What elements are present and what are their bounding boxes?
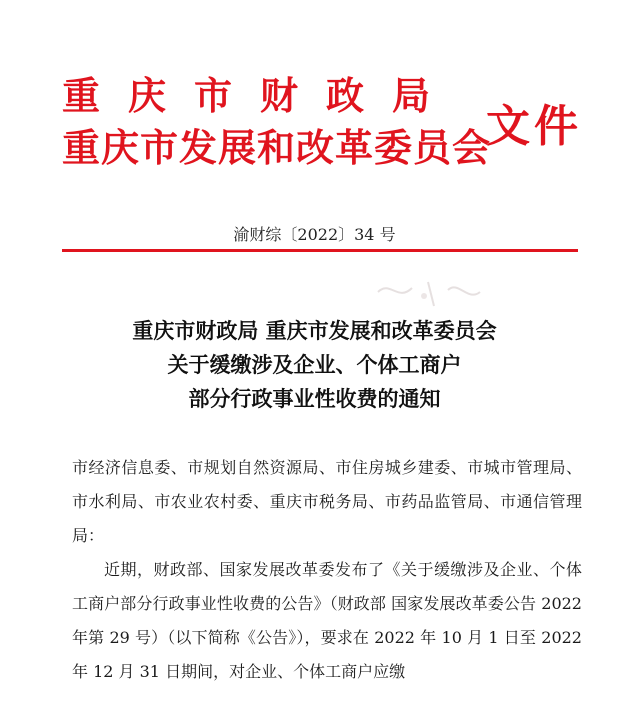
issuer-name-development-commission: 重庆市发展和改革委员会 <box>62 125 492 170</box>
title-line-2: 关于缓缴涉及企业、个体工商户 <box>167 352 462 377</box>
title-line-3: 部分行政事业性收费的通知 <box>188 386 441 411</box>
body-paragraph-1: 近期，财政部、国家发展改革委发布了《关于缓缴涉及企业、个体工商户部分行政事业性收费的公告》（财政部 国家发展改革委公告 2022 年第 29 号）（以下简称《公告》），要求在 2022 年 10 月 1 日至 2022 年 12 月 31 日期间，对企业、个体工商户应缴 <box>72 560 582 681</box>
header-red-rule <box>62 249 578 252</box>
document-number: 渝财综〔2022〕34 号 <box>233 225 396 244</box>
title-line-1: 重庆市财政局 重庆市发展和改革委员会 <box>132 318 497 343</box>
issuer-name-finance-bureau: 重庆市财政局 <box>62 73 459 118</box>
document-title <box>0 314 629 416</box>
document-type-label: 文件 <box>486 101 582 152</box>
faint-seal-mark <box>368 262 488 322</box>
addressees-paragraph: 市经济信息委、市规划自然资源局、市住房城乡建委、市城市管理局、市水利局、市农业农村委、重庆市税务局、市药品监管局、市通信管理局： <box>72 458 582 545</box>
document-body <box>72 451 582 689</box>
